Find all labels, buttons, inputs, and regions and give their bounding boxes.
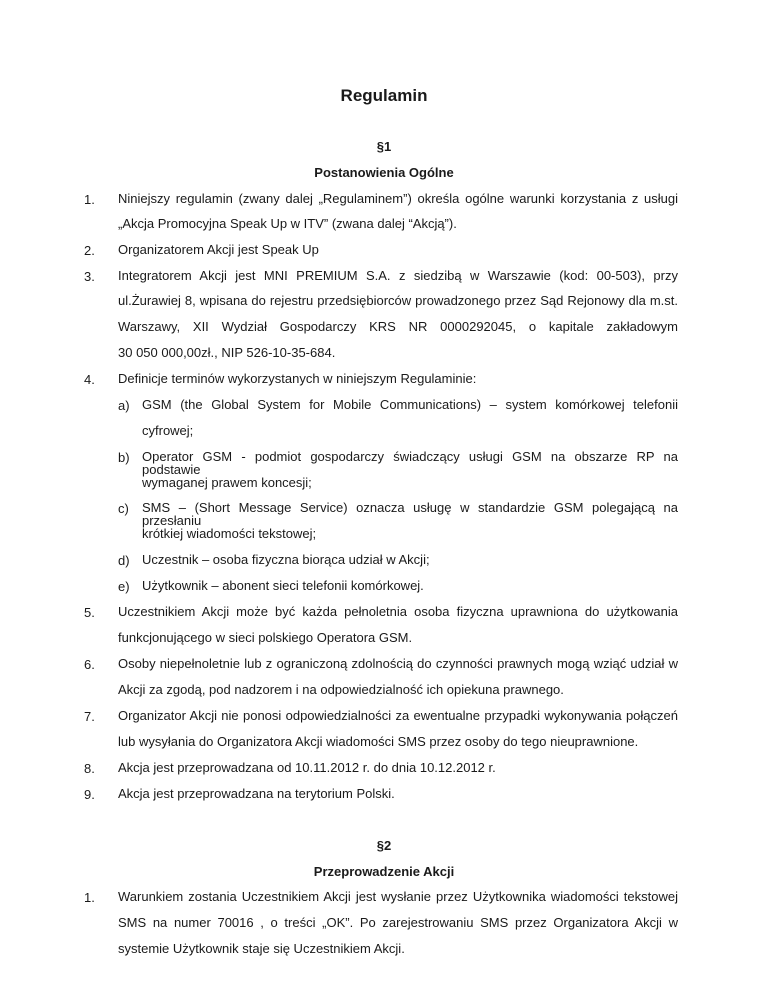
- subitem-text-line: SMS – (Short Message Service) oznacza usługę w standardzie GSM polegającą na przesłaniu: [142, 500, 678, 528]
- item-number: 4.: [84, 372, 95, 387]
- item-text-line: lub wysyłania do Organizatora Akcji wiadomości SMS przez osoby do tego nieuprawnione.: [118, 734, 639, 749]
- item-number: 9.: [84, 787, 95, 802]
- subitem-text-line: krótkiej wiadomości tekstowej;: [142, 526, 317, 541]
- item-text-line: Akcja jest przeprowadzana na terytorium Polski.: [118, 786, 395, 801]
- item-text-line: systemie Użytkownik staje się Uczestnikiem Akcji.: [118, 941, 405, 956]
- section-2-heading: Przeprowadzenie Akcji: [313, 864, 455, 879]
- subitem-text-line: Uczestnik – osoba fizyczna biorąca udział w Akcji;: [142, 552, 430, 567]
- item-text-line: funkcjonującego w sieci polskiego Operatora GSM.: [118, 630, 413, 645]
- item-number: 7.: [84, 709, 95, 724]
- subitem-text-line: Operator GSM - podmiot gospodarczy świadczący usługi GSM na obszarze RP na podstawie: [142, 449, 678, 477]
- item-text-line: Definicje terminów wykorzystanych w niniejszym Regulaminie:: [118, 371, 477, 386]
- item-text-line: Organizator Akcji nie ponosi odpowiedzialności za ewentualne przypadki wykonywania połączeń: [118, 708, 678, 723]
- item-text-line: Integratorem Akcji jest MNI PREMIUM S.A. z siedzibą w Warszawie (kod: 00-503), przy: [118, 268, 678, 283]
- item-text-line: Niniejszy regulamin (zwany dalej „Regulaminem”) określa ogólne warunki korzystania z usługi: [118, 191, 678, 206]
- subitem-letter: c): [118, 501, 129, 516]
- item-text-line: Osoby niepełnoletnie lub z ograniczoną zdolnością do czynności prawnych mogą wziąć udział w: [118, 656, 678, 671]
- subitem-letter: e): [118, 579, 130, 594]
- subitem-text-line: GSM (the Global System for Mobile Communications) – system komórkowej telefonii: [142, 397, 678, 412]
- subitem-text-line: wymaganej prawem koncesji;: [142, 475, 312, 490]
- item-text-line: 30 050 000,00zł., NIP 526-10-35-684.: [118, 345, 336, 360]
- subitem-letter: a): [118, 398, 130, 413]
- item-text-line: SMS na numer 70016 , o treści „OK”. Po zarejestrowaniu SMS przez Organizatora Akcji w: [118, 915, 678, 930]
- item-text-line: „Akcja Promocyjna Speak Up w ITV” (zwana dalej “Akcją”).: [118, 216, 457, 231]
- section-1-mark: §1: [376, 139, 392, 154]
- item-text-line: Warunkiem zostania Uczestnikiem Akcji jest wysłanie przez Użytkownika wiadomości tekstowej: [118, 889, 678, 904]
- item-text-line: ul.Żurawiej 8, wpisana do rejestru przedsiębiorców prowadzonego przez Sąd Rejonowy dla m.st.: [118, 293, 678, 308]
- item-text-line: Uczestnikiem Akcji może być każda pełnoletnia osoba fizyczna uprawniona do użytkowania: [118, 604, 678, 619]
- item-number: 3.: [84, 269, 95, 284]
- item-number: 2.: [84, 243, 95, 258]
- item-number: 1.: [84, 192, 95, 207]
- item-text-line: Organizatorem Akcji jest Speak Up: [118, 242, 319, 257]
- document-title: Regulamin: [340, 86, 428, 105]
- item-number: 6.: [84, 657, 95, 672]
- item-text-line: Akcja jest przeprowadzana od 10.11.2012 r. do dnia 10.12.2012 r.: [118, 760, 496, 775]
- section-2-mark: §2: [376, 838, 392, 853]
- section-1-heading: Postanowienia Ogólne: [314, 165, 454, 180]
- subitem-text-line: Użytkownik – abonent sieci telefonii komórkowej.: [142, 578, 424, 593]
- subitem-letter: d): [118, 553, 130, 568]
- item-text-line: Warszawy, XII Wydział Gospodarczy KRS NR 0000292045, o kapitale zakładowym: [118, 319, 678, 334]
- item-number: 5.: [84, 605, 95, 620]
- subitem-letter: b): [118, 450, 130, 465]
- item-number: 1.: [84, 890, 95, 905]
- item-number: 8.: [84, 761, 95, 776]
- item-text-line: Akcji za zgodą, pod nadzorem i na odpowiedzialność ich opiekuna prawnego.: [118, 682, 564, 697]
- subitem-text-line: cyfrowej;: [142, 423, 194, 438]
